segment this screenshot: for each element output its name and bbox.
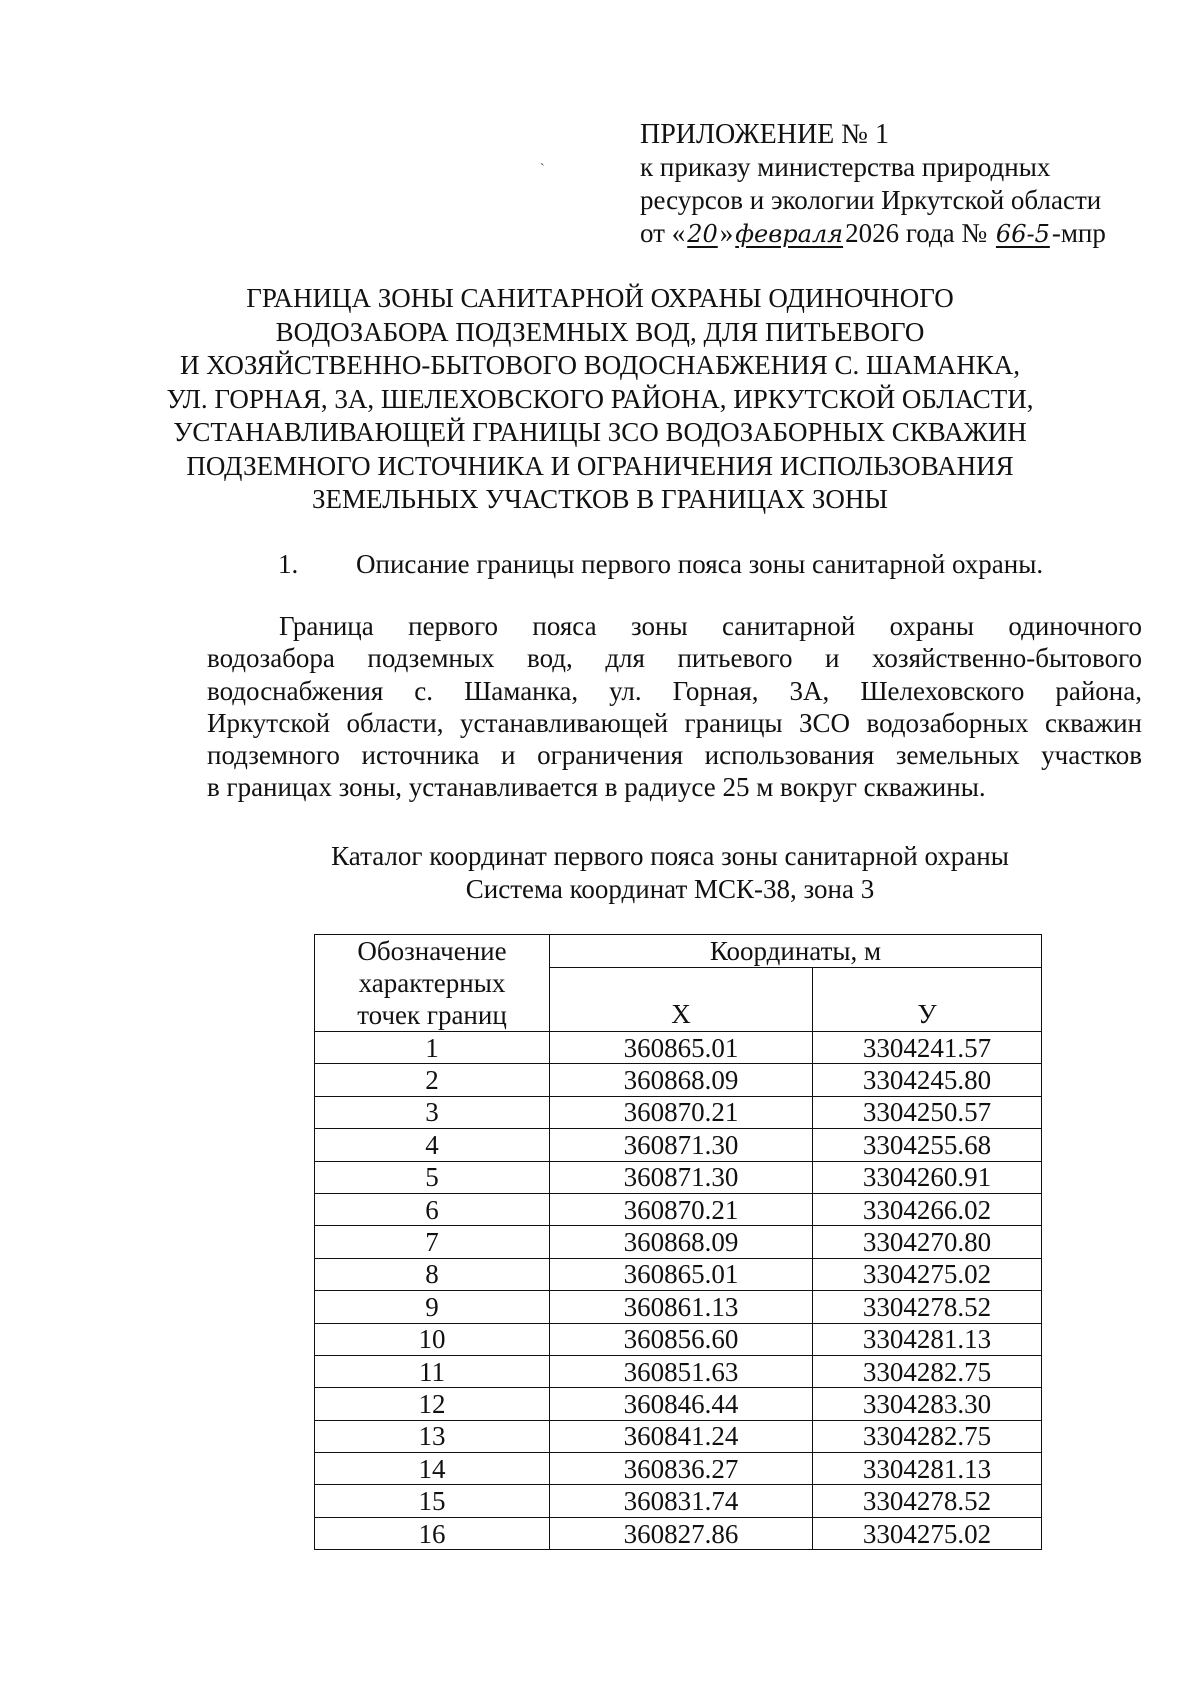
caption-line-2: Система координат МСК-38, зона 3 xyxy=(465,874,875,904)
description-paragraph xyxy=(207,610,1142,804)
heading-line: УСТАНАВЛИВАЮЩЕЙ ГРАНИЦЫ ЗСО ВОДОЗАБОРНЫХ СКВАЖИН xyxy=(173,417,1027,447)
y-cell: 3304281.13 xyxy=(813,1323,1042,1355)
section-title xyxy=(278,548,1043,581)
handwritten-month: февраля xyxy=(735,220,844,248)
order-prefix: от « xyxy=(640,218,686,248)
x-cell: 360871.30 xyxy=(550,1161,813,1193)
heading-line: ВОДОЗАБОРА ПОДЗЕМНЫХ ВОД, ДЛЯ ПИТЬЕВОГО xyxy=(275,316,925,347)
point-cell: 13 xyxy=(315,1420,550,1452)
document-heading xyxy=(150,282,1050,517)
table-row xyxy=(315,1323,1042,1355)
y-cell: 3304250.57 xyxy=(813,1096,1042,1128)
point-cell: 14 xyxy=(315,1453,550,1485)
table-row xyxy=(315,1226,1042,1258)
y-cell: 3304275.02 xyxy=(813,1258,1042,1290)
point-cell: 9 xyxy=(315,1291,550,1323)
table-row xyxy=(315,1258,1042,1290)
header-point-label xyxy=(315,935,550,1032)
x-cell: 360836.27 xyxy=(550,1453,813,1485)
x-cell: 360856.60 xyxy=(550,1323,813,1355)
paragraph-line: Иркутской области, устанавливающей границы ЗСО водозаборных скважин xyxy=(207,707,1142,738)
point-cell: 4 xyxy=(315,1129,550,1161)
table-row xyxy=(315,1129,1042,1161)
heading-line: ЗЕМЕЛЬНЫХ УЧАСТКОВ В ГРАНИЦАХ ЗОНЫ xyxy=(312,484,888,514)
point-cell: 7 xyxy=(315,1226,550,1258)
y-cell: 3304278.52 xyxy=(813,1485,1042,1517)
y-cell: 3304241.57 xyxy=(813,1032,1042,1064)
heading-line: УЛ. ГОРНАЯ, 3А, ШЕЛЕХОВСКОГО РАЙОНА, ИРКУТСКОЙ ОБЛАСТИ, xyxy=(166,383,1034,414)
table-caption xyxy=(200,840,1140,906)
x-cell: 360870.21 xyxy=(550,1193,813,1225)
x-cell: 360871.30 xyxy=(550,1129,813,1161)
table-row xyxy=(315,1388,1042,1420)
paragraph-line: водозабора подземных вод, для питьевого и хозяйственно-бытового xyxy=(207,643,1142,674)
point-cell: 5 xyxy=(315,1161,550,1193)
appendix-line-1: к приказу министерства природных xyxy=(640,152,1051,182)
header-label-line: характерных xyxy=(358,968,506,998)
x-cell: 360870.21 xyxy=(550,1096,813,1128)
x-cell: 360861.13 xyxy=(550,1291,813,1323)
x-cell: 360865.01 xyxy=(550,1032,813,1064)
y-cell: 3304245.80 xyxy=(813,1064,1042,1096)
point-cell: 8 xyxy=(315,1258,550,1290)
heading-line: И ХОЗЯЙСТВЕННО-БЫТОВОГО ВОДОСНАБЖЕНИЯ С. ШАМАНКА, xyxy=(180,350,1020,380)
point-cell: 1 xyxy=(315,1032,550,1064)
section-number: 1. xyxy=(278,549,299,579)
table-row xyxy=(315,1096,1042,1128)
paragraph-line: подземного источника и ограничения использования земельных участков xyxy=(207,740,1142,771)
coordinates-table xyxy=(314,934,1042,1550)
point-cell: 6 xyxy=(315,1193,550,1225)
appendix-block xyxy=(640,118,1160,251)
point-cell: 16 xyxy=(315,1517,550,1549)
table-row xyxy=(315,1193,1042,1225)
caption-line-1: Каталог координат первого пояса зоны санитарной охраны xyxy=(331,841,1009,871)
appendix-title: ПРИЛОЖЕНИЕ № 1 xyxy=(640,119,889,150)
x-cell: 360868.09 xyxy=(550,1226,813,1258)
point-cell: 3 xyxy=(315,1096,550,1128)
table-row xyxy=(315,1064,1042,1096)
y-cell: 3304266.02 xyxy=(813,1193,1042,1225)
y-cell: 3304270.80 xyxy=(813,1226,1042,1258)
x-cell: 360865.01 xyxy=(550,1258,813,1290)
coordinates-table-body xyxy=(315,1032,1042,1550)
table-row xyxy=(315,1291,1042,1323)
point-cell: 15 xyxy=(315,1485,550,1517)
x-cell: 360841.24 xyxy=(550,1420,813,1452)
table-row xyxy=(315,1517,1042,1549)
table-row xyxy=(315,1453,1042,1485)
appendix-line-2: ресурсов и экологии Иркутской области xyxy=(640,185,1102,215)
month-separator: » xyxy=(719,218,734,248)
y-cell: 3304282.75 xyxy=(813,1355,1042,1387)
header-coordinates: Координаты, м xyxy=(550,935,1042,968)
handwritten-order-number: 66-5 xyxy=(995,220,1050,248)
order-date-line xyxy=(640,217,1160,251)
x-cell: 360868.09 xyxy=(550,1064,813,1096)
point-cell: 11 xyxy=(315,1355,550,1387)
x-cell: 360846.44 xyxy=(550,1388,813,1420)
y-cell: 3304282.75 xyxy=(813,1420,1042,1452)
x-cell: 360827.86 xyxy=(550,1517,813,1549)
paragraph-line: в границах зоны, устанавливается в радиусе 25 м вокруг скважины. xyxy=(207,772,986,803)
point-cell: 12 xyxy=(315,1388,550,1420)
y-cell: 3304278.52 xyxy=(813,1291,1042,1323)
paragraph-line: водоснабжения с. Шаманка, ул. Горная, 3А, Шелеховского района, xyxy=(207,675,1142,706)
header-y: У xyxy=(813,968,1042,1032)
handwritten-day: 20 xyxy=(687,220,718,248)
table-row xyxy=(315,1420,1042,1452)
y-cell: 3304255.68 xyxy=(813,1129,1042,1161)
point-cell: 10 xyxy=(315,1323,550,1355)
x-cell: 360831.74 xyxy=(550,1485,813,1517)
header-x: Х xyxy=(550,968,813,1032)
y-cell: 3304275.02 xyxy=(813,1517,1042,1549)
table-row xyxy=(315,1355,1042,1387)
table-row xyxy=(315,1485,1042,1517)
heading-line: ГРАНИЦА ЗОНЫ САНИТАРНОЙ ОХРАНЫ ОДИНОЧНОГО xyxy=(246,283,954,313)
heading-line: ПОДЗЕМНОГО ИСТОЧНИКА И ОГРАНИЧЕНИЯ ИСПОЛЬЗОВАНИЯ xyxy=(186,450,1014,481)
y-cell: 3304281.13 xyxy=(813,1453,1042,1485)
x-cell: 360851.63 xyxy=(550,1355,813,1387)
section-title-text: Описание границы первого пояса зоны санитарной охраны. xyxy=(356,549,1044,579)
table-row xyxy=(315,1032,1042,1064)
table-row xyxy=(315,1161,1042,1193)
header-label-line: Обозначение xyxy=(357,936,507,966)
order-suffix: -мпр xyxy=(1051,218,1106,248)
order-year: 2026 года № xyxy=(845,218,988,248)
stray-mark: ˋ xyxy=(540,162,545,177)
y-cell: 3304283.30 xyxy=(813,1388,1042,1420)
header-label-line: точек границ xyxy=(357,1000,507,1030)
paragraph-line: Граница первого пояса зоны санитарной охраны одиночного xyxy=(279,611,1142,641)
point-cell: 2 xyxy=(315,1064,550,1096)
y-cell: 3304260.91 xyxy=(813,1161,1042,1193)
